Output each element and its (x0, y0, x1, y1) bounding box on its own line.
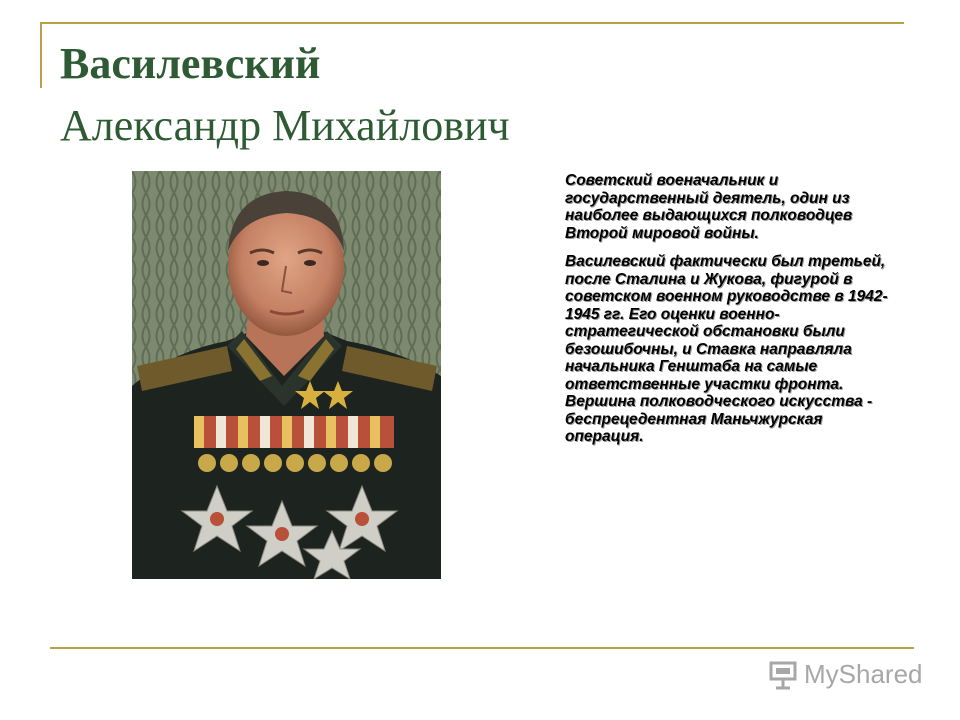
biography-paragraph-1: Советский военачальник и государственный деятель, один из наиболее выдающихся полководцев Второй мировой войны. (565, 172, 853, 242)
portrait-icon (132, 171, 441, 579)
presentation-icon (768, 658, 798, 690)
page-title: Василевский (60, 39, 321, 88)
biography-text (565, 172, 905, 457)
bottom-rule (50, 647, 914, 649)
left-rule (40, 22, 42, 88)
biography-paragraph-2: Василевский фактически был третьей, после Сталина и Жукова, фигурой в советском военном руководстве в 1942-1945 гг. Его оценки военно-стратегической обстановки были безошибочны, и Ставка направляла начальника Генштаба на самые ответственные участки фронта. Вершина полководческого искусства - беспрецедентная Маньчжурская операция. (565, 253, 888, 445)
page-subtitle: Александр Михайлович (60, 101, 510, 150)
top-rule (40, 22, 904, 24)
watermark-label: MyShared (804, 659, 923, 689)
portrait-image (132, 171, 441, 579)
watermark (768, 658, 938, 690)
